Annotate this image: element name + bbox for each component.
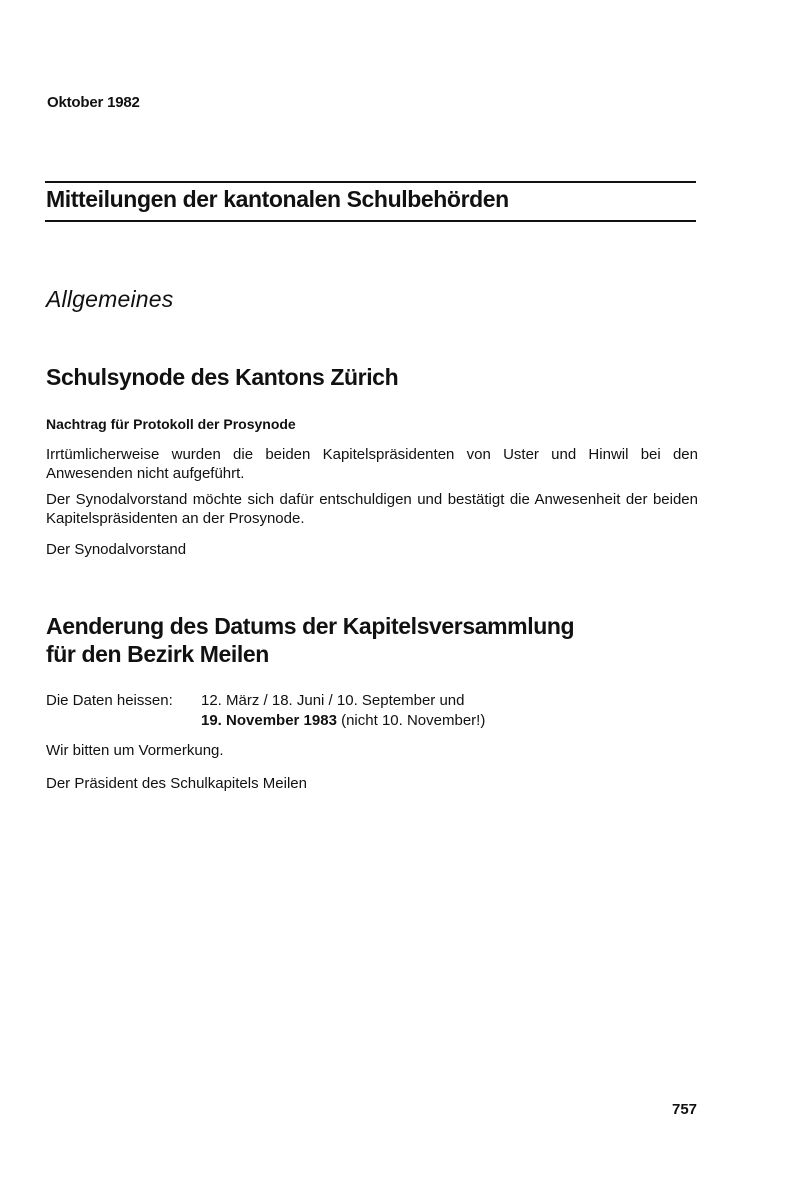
article2-signature: Der Präsident des Schulkapitels Meilen — [46, 775, 307, 792]
dates-label: Die Daten heissen: — [46, 692, 173, 709]
dates-bold: 19. November 1983 — [201, 712, 337, 729]
article1-paragraph-2: Der Synodalvorstand möchte sich dafür entschuldigen und bestätigt die Anwesenheit der beiden Kapitelspräsidenten an der Prosynode. — [46, 491, 698, 527]
article1-title: Schulsynode des Kantons Zürich — [46, 364, 399, 390]
top-rule — [45, 181, 696, 183]
dates-note: (nicht 10. November!) — [341, 712, 486, 729]
article2-title-line-2: für den Bezirk Meilen — [46, 641, 269, 667]
section-title: Mitteilungen der kantonalen Schulbehörden — [46, 186, 509, 212]
category-heading: Allgemeines — [46, 286, 174, 312]
page-number: 757 — [672, 1101, 698, 1118]
dates-line-1: 12. März / 18. Juni / 10. September und — [201, 692, 465, 709]
issue-date: Oktober 1982 — [47, 94, 140, 111]
article1-signature: Der Synodalvorstand — [46, 541, 187, 558]
dates-line-2 — [201, 711, 485, 730]
article2-title-line-1: Aenderung des Datums der Kapitelsversammlung — [46, 613, 575, 639]
article1-subtitle: Nachtrag für Protokoll der Prosynode — [46, 416, 296, 432]
bottom-rule — [45, 220, 696, 222]
article2-request: Wir bitten um Vormerkung. — [46, 742, 224, 759]
article1-paragraph-1: Irrtümlicherweise wurden die beiden Kapitelspräsidenten von Uster und Hinwil bei den Anwesenden nicht aufgeführt. — [46, 446, 698, 482]
